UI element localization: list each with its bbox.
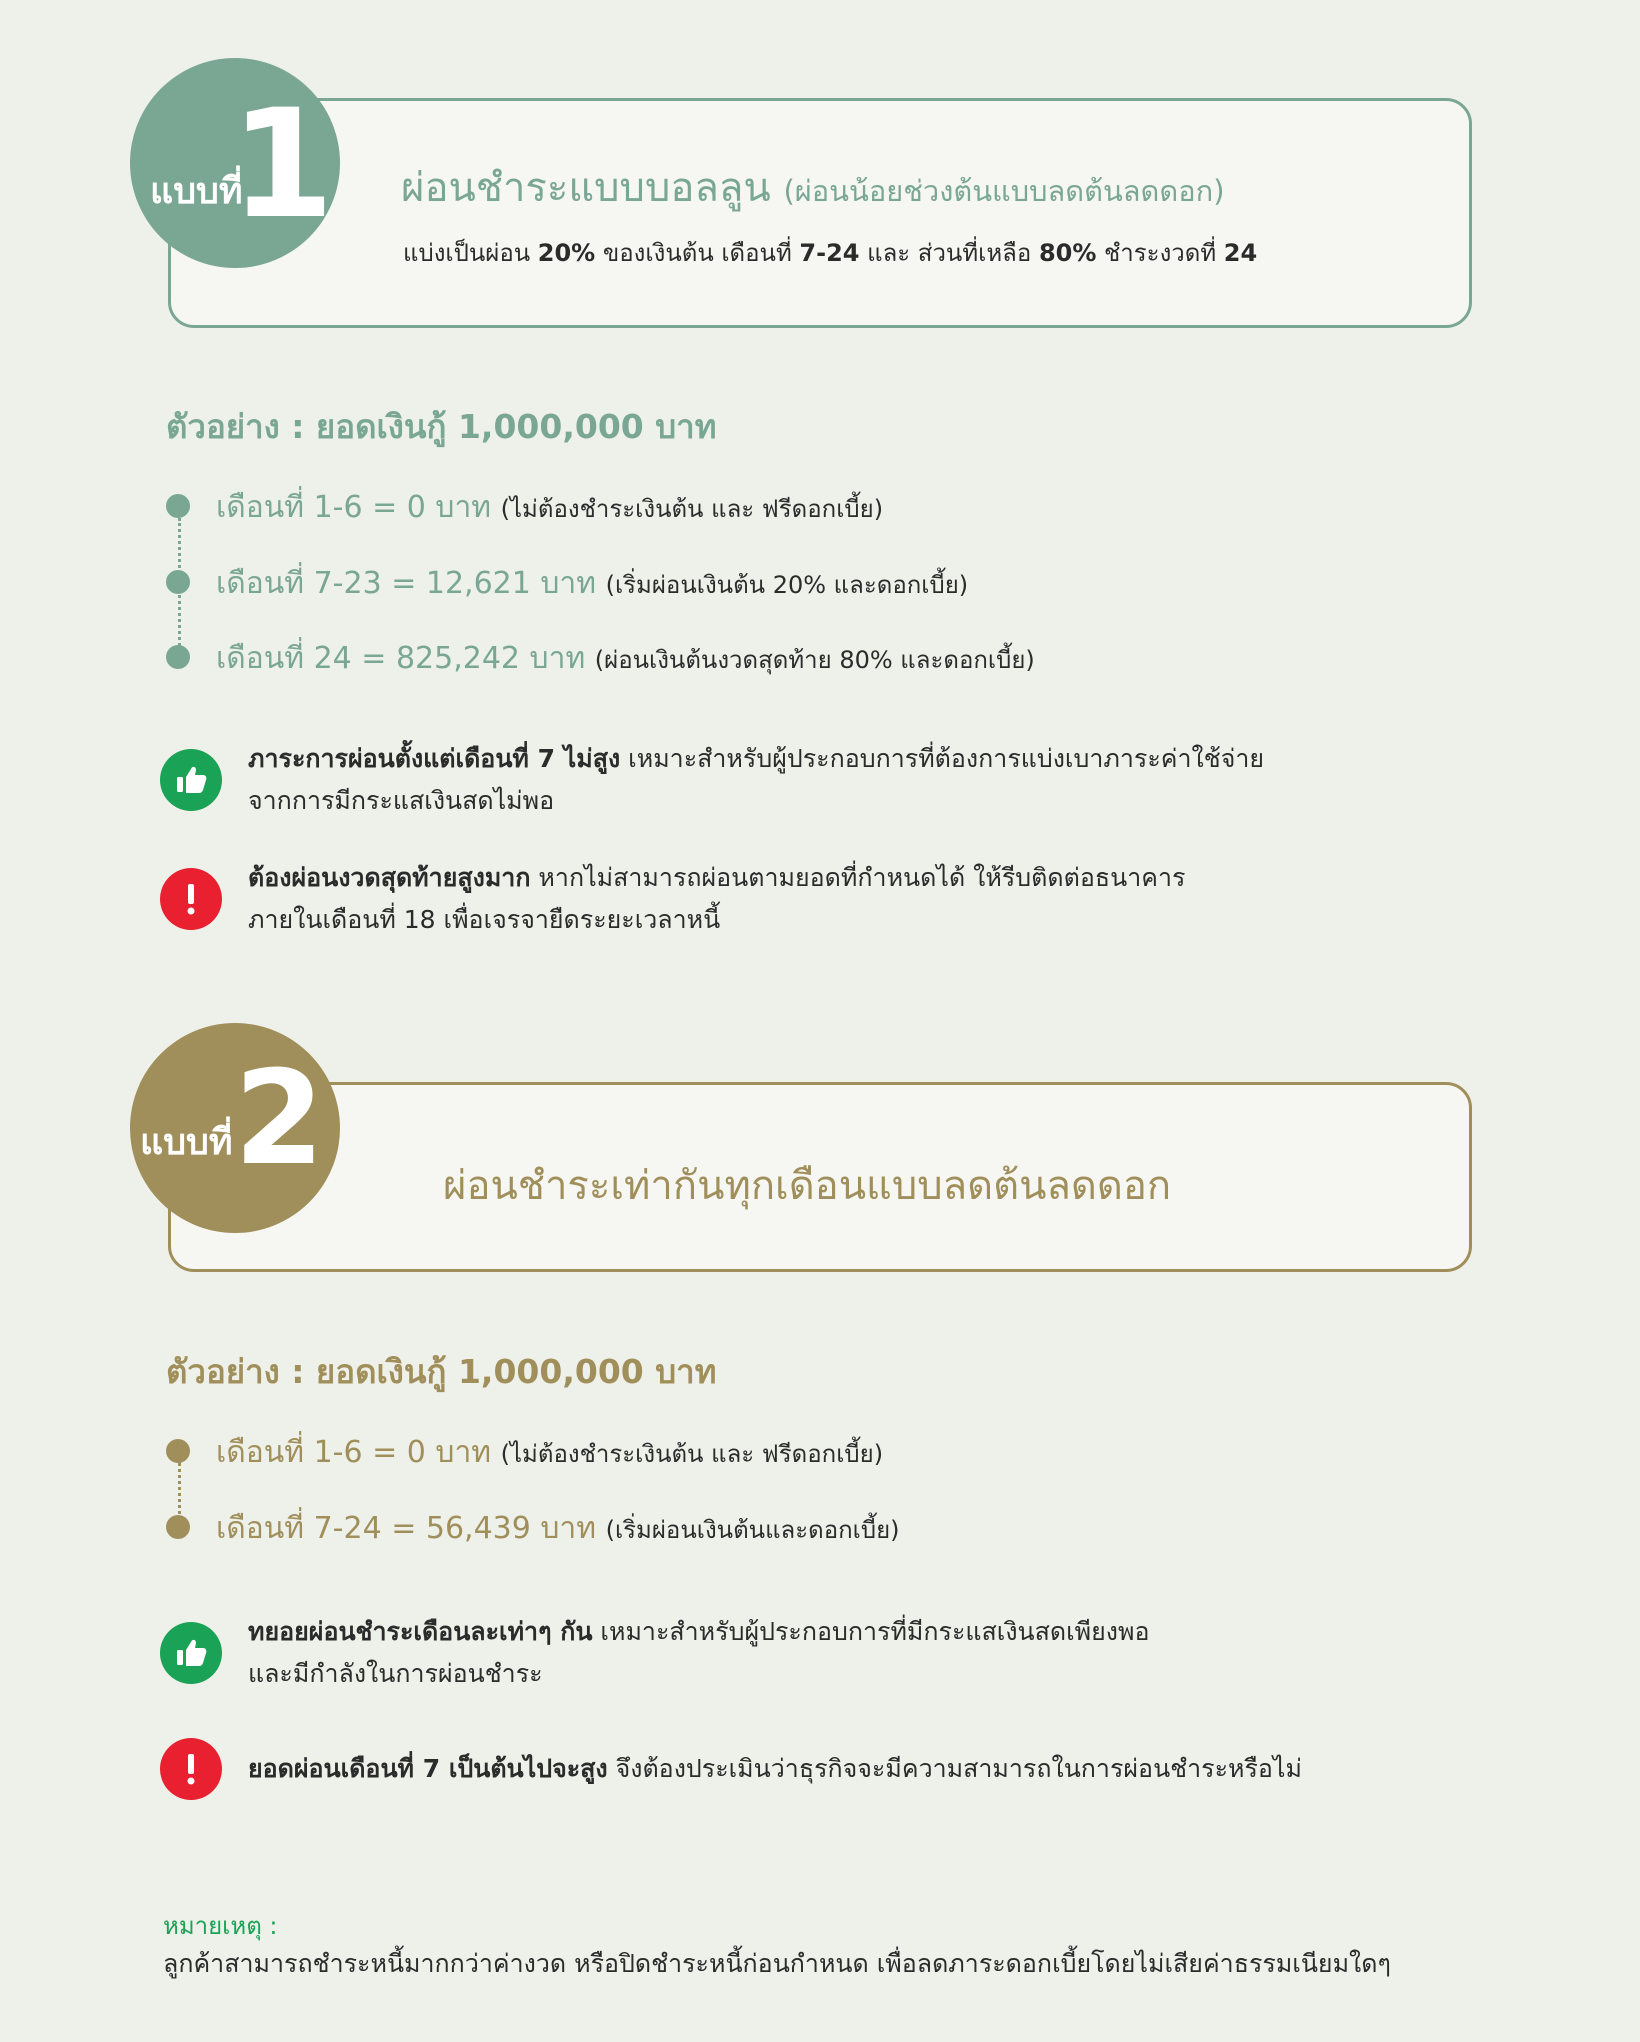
timeline-value: เดือนที่ 1-6 = 0 บาท bbox=[216, 1435, 492, 1470]
plan2-badge bbox=[130, 1023, 340, 1233]
timeline-dot bbox=[166, 645, 190, 669]
thumbs-up-icon bbox=[160, 1622, 222, 1684]
plan2-badge-word: แบบที่ bbox=[140, 1122, 233, 1163]
plan1-badge-number: 1 bbox=[230, 78, 335, 252]
plan1-con-text bbox=[248, 857, 1185, 941]
desc-bold: 80% bbox=[1038, 239, 1097, 267]
con-text: ภายในเดือนที่ 18 เพื่อเจรจายืดระยะเวลาหนี้ bbox=[248, 905, 721, 934]
timeline-value: เดือนที่ 7-23 = 12,621 บาท bbox=[216, 566, 597, 601]
timeline-note: (เริ่มผ่อนเงินต้น 20% และดอกเบี้ย) bbox=[605, 571, 969, 599]
plan2-badge-number: 2 bbox=[234, 1042, 325, 1194]
plan2-pro-text bbox=[248, 1611, 1150, 1695]
timeline-value: เดือนที่ 1-6 = 0 บาท bbox=[216, 490, 492, 525]
desc-text: แบ่งเป็นผ่อน bbox=[403, 239, 538, 267]
timeline-main bbox=[216, 635, 1035, 682]
plan1-badge-word: แบบที่ bbox=[150, 171, 243, 212]
pro-text: จากการมีกระแสเงินสดไม่พอ bbox=[248, 786, 555, 815]
desc-bold: 24 bbox=[1223, 239, 1258, 267]
desc-bold: 20% bbox=[537, 239, 596, 267]
exclamation-icon bbox=[160, 1738, 222, 1800]
con-text: หากไม่สามารถผ่อนตามยอดที่กำหนดได้ ให้รีบติดต่อธนาคาร bbox=[530, 863, 1186, 892]
timeline-note: (ผ่อนเงินต้นงวดสุดท้าย 80% และดอกเบี้ย) bbox=[594, 646, 1035, 674]
plan1-example-title: ตัวอย่าง : ยอดเงินกู้ 1,000,000 บาท bbox=[166, 407, 717, 446]
timeline-value: เดือนที่ 24 = 825,242 บาท bbox=[216, 641, 586, 676]
timeline-note: (เริ่มผ่อนเงินต้นและดอกเบี้ย) bbox=[605, 1516, 900, 1544]
thumbs-up-icon bbox=[160, 749, 222, 811]
plan1-description bbox=[403, 233, 1257, 272]
plan1-pro-text bbox=[248, 738, 1264, 822]
pro-text: และมีกำลังในการผ่อนชำระ bbox=[248, 1659, 543, 1688]
timeline-dot bbox=[166, 570, 190, 594]
pro-bold: ภาระการผ่อนตั้งแต่เดือนที่ 7 ไม่สูง bbox=[248, 744, 621, 773]
pro-bold: ทยอยผ่อนชำระเดือนละเท่าๆ กัน bbox=[248, 1617, 593, 1646]
exclamation-icon bbox=[160, 868, 222, 930]
plan2-timeline-connector bbox=[178, 1462, 181, 1522]
plan1-title bbox=[401, 155, 1225, 219]
plan2-title: ผ่อนชำระเท่ากันทุกเดือนแบบลดต้นลดดอก bbox=[443, 1163, 1172, 1209]
desc-text: และ ส่วนที่เหลือ bbox=[859, 239, 1039, 267]
con-bold: ยอดผ่อนเดือนที่ 7 เป็นต้นไปจะสูง bbox=[248, 1754, 608, 1783]
footer-text: ลูกค้าสามารถชำระหนี้มากกว่าค่างวด หรือปิดชำระหนี้ก่อนกำหนด เพื่อลดภาระดอกเบี้ยโดยไม่เสียค่าธรรมเนียมใดๆ bbox=[163, 1949, 1391, 1978]
timeline-main bbox=[216, 560, 968, 607]
desc-bold: 7-24 bbox=[799, 239, 860, 267]
plan2-example-title: ตัวอย่าง : ยอดเงินกู้ 1,000,000 บาท bbox=[166, 1352, 717, 1391]
timeline-dot bbox=[166, 1439, 190, 1463]
timeline-note: (ไม่ต้องชำระเงินต้น และ ฟรีดอกเบี้ย) bbox=[500, 1440, 884, 1468]
timeline-value: เดือนที่ 7-24 = 56,439 บาท bbox=[216, 1511, 597, 1546]
con-text: จึงต้องประเมินว่าธุรกิจจะมีความสามารถในการผ่อนชำระหรือไม่ bbox=[607, 1754, 1302, 1783]
timeline-main bbox=[216, 484, 883, 531]
plan1-card bbox=[168, 98, 1472, 328]
plan1-badge bbox=[130, 58, 340, 268]
footer-label: หมายเหตุ : bbox=[163, 1912, 278, 1940]
plan1-subtitle: (ผ่อนน้อยช่วงต้นแบบลดต้นลดดอก) bbox=[783, 174, 1225, 208]
plan2-con-text bbox=[248, 1748, 1302, 1790]
timeline-note: (ไม่ต้องชำระเงินต้น และ ฟรีดอกเบี้ย) bbox=[500, 495, 884, 523]
con-bold: ต้องผ่อนงวดสุดท้ายสูงมาก bbox=[248, 863, 531, 892]
desc-text: ชำระงวดที่ bbox=[1096, 239, 1224, 267]
desc-text: ของเงินต้น เดือนที่ bbox=[595, 239, 800, 267]
pro-text: เหมาะสำหรับผู้ประกอบการที่ต้องการแบ่งเบาภาระค่าใช้จ่าย bbox=[620, 744, 1265, 773]
pro-text: เหมาะสำหรับผู้ประกอบการที่มีกระแสเงินสดเพียงพอ bbox=[592, 1617, 1150, 1646]
timeline-dot bbox=[166, 494, 190, 518]
plan2-card bbox=[168, 1082, 1472, 1272]
timeline-main bbox=[216, 1505, 900, 1552]
timeline-dot bbox=[166, 1515, 190, 1539]
timeline-main bbox=[216, 1429, 883, 1476]
plan1-title-text: ผ่อนชำระแบบบอลลูน bbox=[401, 165, 771, 211]
